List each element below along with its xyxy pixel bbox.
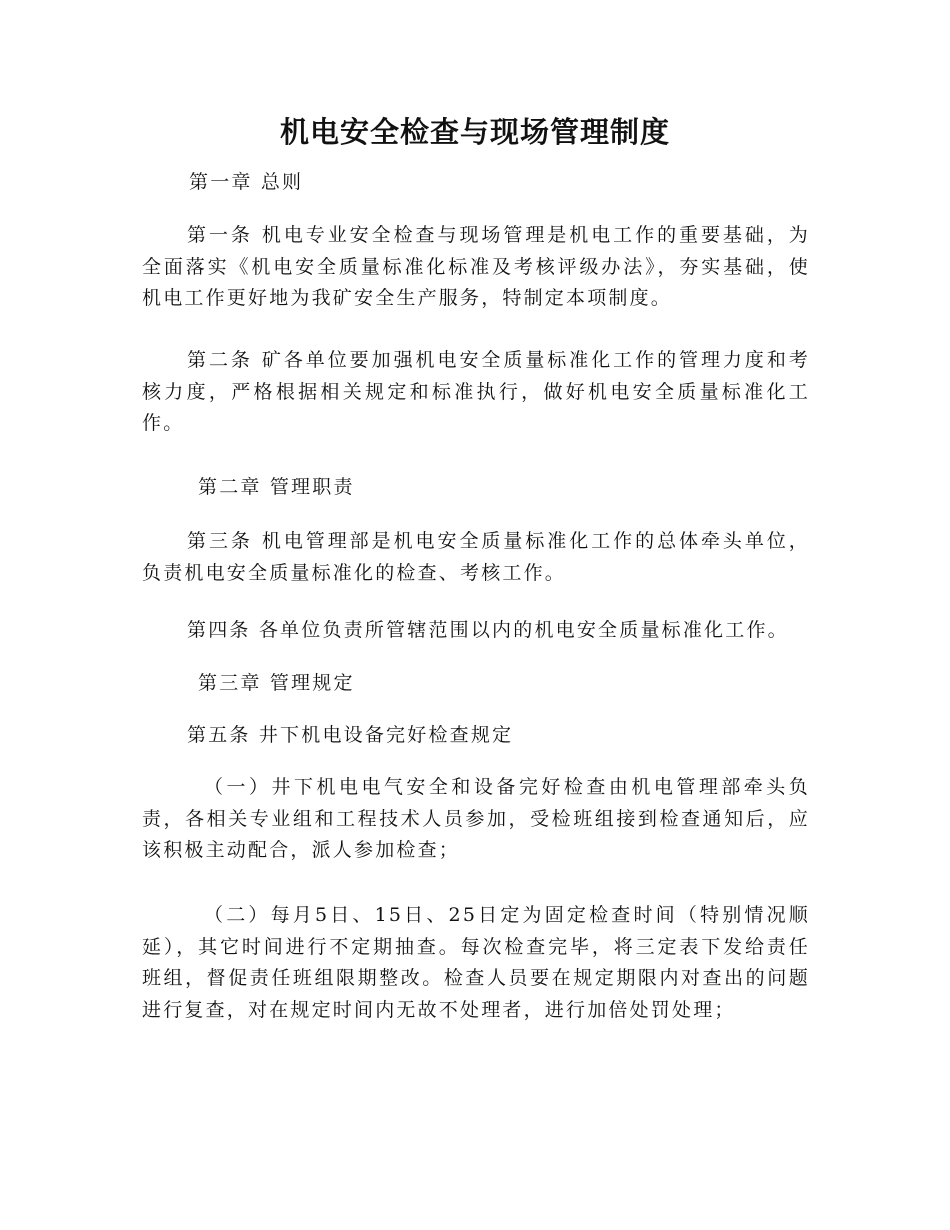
article-2: 第二条 矿各单位要加强机电安全质量标准化工作的管理力度和考核力度，严格根据相关规定和标准执行，做好机电安全质量标准化工作。 bbox=[142, 349, 810, 434]
document-title: 机电安全检查与现场管理制度 bbox=[279, 115, 670, 149]
article-5: 第五条 井下机电设备完好检查规定 bbox=[187, 724, 514, 746]
chapter-heading-3: 第三章 管理规定 bbox=[198, 672, 355, 694]
article-1: 第一条 机电专业安全检查与现场管理是机电工作的重要基础，为全面落实《机电安全质量标准化标准及考核评级办法》，夯实基础，使机电工作更好地为我矿安全生产服务，特制定本项制度。 bbox=[142, 224, 810, 309]
article-4: 第四条 各单位负责所管辖范围以内的机电安全质量标准化工作。 bbox=[187, 619, 789, 641]
chapter-heading-1: 第一章 总则 bbox=[189, 171, 304, 193]
clause-1: （一）井下机电电气安全和设备完好检查由机电管理部牵头负责，各相关专业组和工程技术人员参加，受检班组接到检查通知后，应该积极主动配合，派人参加检查； bbox=[142, 776, 810, 861]
article-3: 第三条 机电管理部是机电安全质量标准化工作的总体牵头单位，负责机电安全质量标准化的检查、考核工作。 bbox=[142, 530, 810, 584]
chapter-heading-2: 第二章 管理职责 bbox=[198, 476, 355, 498]
clause-2: （二）每月5日、15日、25日定为固定检查时间（特别情况顺延），其它时间进行不定期抽查。每次检查完毕，将三定表下发给责任班组，督促责任班组限期整改。检查人员要在规定期限内对查出的问题进行复查，对在规定时间内无故不处理者，进行加倍处罚处理； bbox=[142, 904, 810, 1021]
